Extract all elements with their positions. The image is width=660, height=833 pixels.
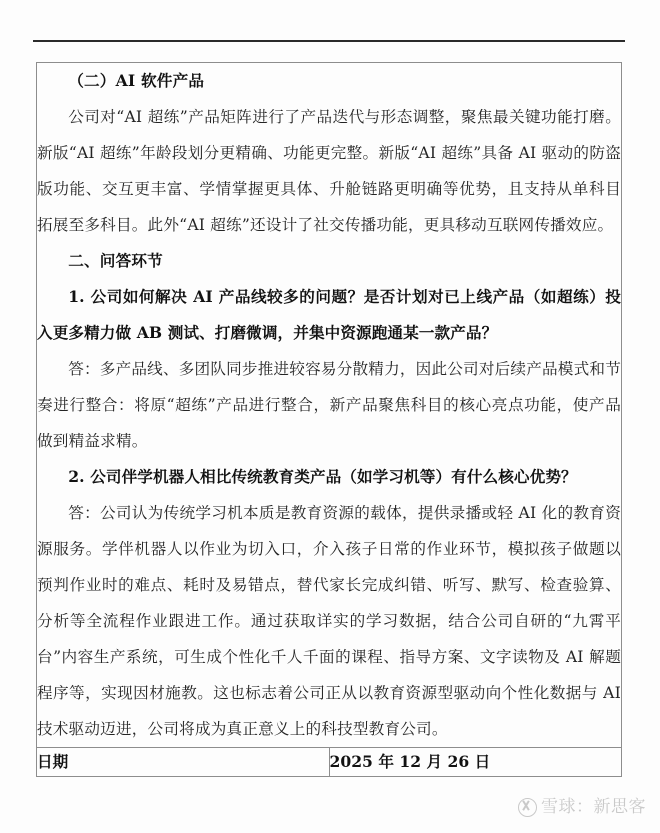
header-rule (33, 40, 625, 42)
document-table (36, 62, 622, 777)
table-row-content (37, 63, 622, 748)
qa-section-heading: 二、问答环节 (68, 251, 163, 270)
content-cell (37, 63, 622, 748)
watermark (518, 798, 646, 817)
watermark-text: 雪球：新思客 (541, 797, 646, 817)
qa-question-2: 2. 公司伴学机器人相比传统教育类产品（如学习机等）有什么核心优势？ (68, 467, 577, 486)
qa-answer-1: 答：多产品线、多团队同步推进较容易分散精力，因此公司对后续产品模式和节奏进行整合：将原“超练”产品进行整合，新产品聚焦科目的核心亮点功能，使产品做到精益求精。 (37, 360, 621, 450)
xueqiu-logo-icon (518, 798, 537, 817)
date-label-cell: 日期 (37, 748, 330, 777)
qa-question-1: 1. 公司如何解决 AI 产品线较多的问题？是否计划对已上线产品（如超练）投入更多精力做 AB 测试、打磨微调，并集中资源跑通某一款产品？ (37, 287, 621, 342)
table-row-date (37, 748, 622, 777)
qa-answer-2: 答：公司认为传统学习机本质是教育资源的载体，提供录播或轻 AI 化的教育资源服务。学伴机器人以作业为切入口，介入孩子日常的作业环节，模拟孩子做题以预判作业时的难点、耗时及易错点，替代家长完成纠错、听写、默写、检查验算、分析等全流程作业跟进工作。通过获取详实的学习数据，结合公司自研的“九霄平台”内容生产系统，可生成个性化千人千面的课程、指导方案、文字读物及 AI 解题程序等，实现因材施教。这也标志着公司正从以教育资源型驱动向个性化数据与 AI 技术驱动迈进，公司将成为真正意义上的科技型教育公司。 (37, 504, 621, 738)
date-value-cell: 2025 年 12 月 26 日 (329, 748, 622, 777)
section-paragraph: 公司对“AI 超练”产品矩阵进行了产品迭代与形态调整，聚焦最关键功能打磨。新版“AI 超练”年龄段划分更精确、功能更完整。新版“AI 超练”具备 AI 驱动的防盗版功能、交互更丰富、学情掌握更具体、升舱链路更明确等优势，且支持从单科目拓展至多科目。此外“AI 超练”还设计了社交传播功能，更具移动互联网传播效应。 (37, 108, 621, 234)
section-heading: （二）AI 软件产品 (68, 71, 205, 90)
